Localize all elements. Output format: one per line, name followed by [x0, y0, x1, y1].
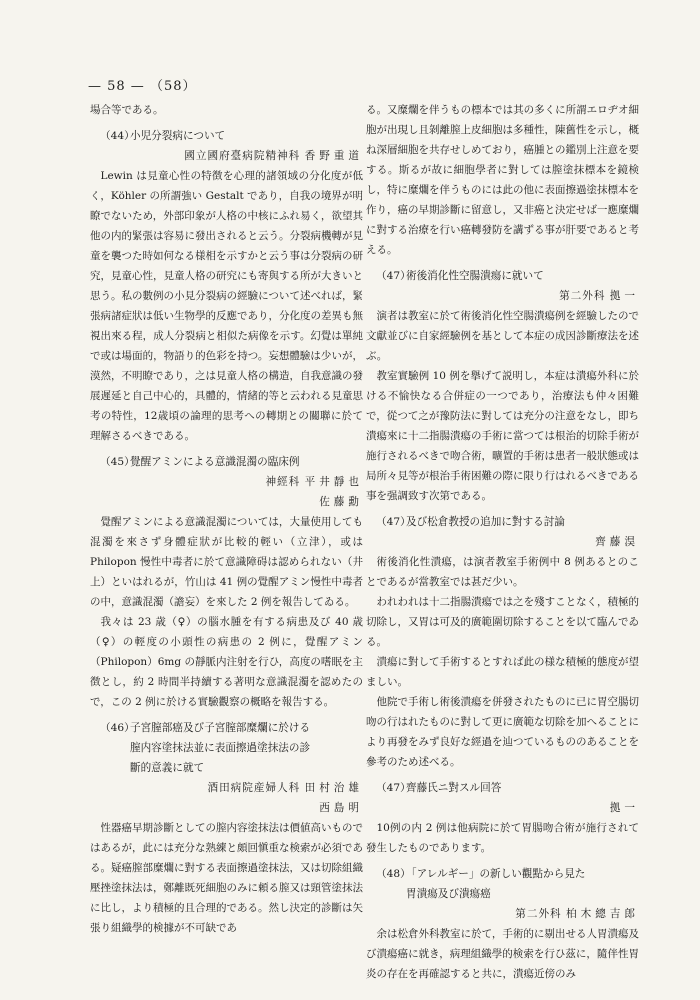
author-name-2: 西島明 [319, 802, 363, 814]
section-number: （47） [376, 270, 411, 282]
section-title-45 [90, 452, 363, 472]
author-line [90, 778, 363, 798]
author-line [366, 904, 639, 924]
author-line [90, 472, 363, 492]
abstract-body: 覺醒アミンによる意識混濁については，大量使用しても混濁を來さず身體症狀が比較的輕い（立津），或はPhilopon 慢性中毒者に於て意識障碍は認められない（井上）といはれるが，竹山は 41 例の覺醒アミン慢性中毒者の中，意識混濁（譫妄）を來した 2 例を報告してゐる。 [90, 516, 363, 608]
abstract-body: 10例の内 2 例は他病院に於て胃腸吻合術が施行されて發生したものであります。 [366, 822, 639, 854]
right-column [366, 100, 639, 984]
section-title-47-reply [366, 778, 639, 798]
section-number: （45） [100, 456, 135, 468]
affiliation: 酒田病院産婦人科 [207, 782, 301, 794]
author-name: 齊藤淏 [595, 536, 639, 548]
abstract-body: 性器癌早期診斷としての膣内容塗抹法は價値高いものではあるが，此には充分な熟練と頗回愼重な検索が必須である。疑癌膣部糜爛に對する表面擦過塗抹法，又は切除組織壓挫塗抹法は，鄭離既死細胞のみに頼る膣又は頸管塗抹法に比し，より積極的且合理的である。然し決定的診斷は矢張り組織學的検據が不可缺であ [90, 822, 363, 934]
author-line [366, 286, 639, 306]
abstract-body: 教室實驗例 10 例を擧げて説明し，本症は潰瘍外科に於ける不愉快なる合併症の一つであり，治療法も仲々困難で，從つて之が豫防法に對しては充分の注意をなし，即ち潰瘍來に十二指腸潰瘍の手術に當つては根治的切除手術が施行されるべきで吻合術，曠置的手術は患者一般狀態或は局所々見等が根治手術困難の際に限り行はれるべきである事を强調致す次第である。 [366, 370, 639, 502]
section-title-text: 齊藤氏ニ對スル回答 [406, 782, 502, 794]
affiliation: 神經科 [265, 476, 301, 488]
section-number: （47） [376, 782, 411, 794]
author-name: 平井靜也 [304, 476, 363, 488]
section-title-text: 術後消化性空腸潰瘍に就いて [406, 270, 544, 282]
abstract-body: 余は松倉外科教室に於て，手術的に剔出せる人胃潰瘍及び潰瘍癌に就き，病理組織學的検索を行ひ茲に，隨伴性胃炎の存在を再確認すると共に，潰瘍近傍のみ [366, 928, 639, 980]
section-title-text: 胃潰瘍及び潰瘍癌 [406, 888, 491, 900]
section-number: （44） [100, 130, 135, 142]
abstract-body: Lewin は見童心性の特徴を心理的諸領域の分化度が低く，Köhler の所謂強い Gestalt であり，自我の境界が明瞭でないため，外部印象が人格の中核にふれ易く，欲望其他の内的緊張は容易に發出されると云う。分裂病機轉が見童を襲つた時如何なる様相を示すかと云う事は分裂病の研究，見童心性，見童人格の研究にも寄與する所が大きいと思う。私の數例の小見分裂病の經驗について述べれば，緊張病諸症狀は低い生物學的反應であり，分化度の差異も無視出來る程，成人分裂病と相似た病像を示す。幻覺は單純で或は場面的，物語り的色彩を持つ。妄想體驗は少いが，漠然，不明瞭であり，之は見童人格の構造，自我意識の發展遲延と自己中心的，具體的，情緒的等と云われる見童思考の特性，12歳頃の論理的思考への轉期との關聯に於て理解さるべきである。 [90, 170, 363, 442]
author-name: 拠一 [609, 802, 639, 814]
section-title-text: 小児分裂病について [130, 130, 226, 142]
section-title-text: 膣内容塗抹法並に表面擦過塗抹法の診 [130, 742, 311, 754]
affiliation: 國立國府臺病院精神科 [184, 150, 301, 162]
author-name-2: 佐藤勳 [319, 496, 363, 508]
abstract-body: 演者は教室に於て術後消化性空腸潰瘍例を經驗したので文獻並びに自家經驗例を基として本症の成因診斷療法を述ぶ。 [366, 310, 639, 362]
left-column [90, 100, 363, 938]
affiliation: 第二外科 [559, 290, 606, 302]
abstract-body: 潰瘍に對して手術するとすれば此の様な積極的態度が望ましい。 [366, 656, 639, 688]
section-title-48 [366, 864, 639, 904]
continued-text: 場合等である。 [90, 104, 164, 116]
abstract-body: われわれは十二指腸潰瘍では之を殘すことなく，積極的切除し，又胃は可及的廣範圍切除することを以て臨んでゐる。 [366, 596, 639, 648]
section-number: （48） [376, 868, 411, 880]
section-title-text: 覺醒アミンによる意識混濁の臨床例 [130, 456, 300, 468]
affiliation: 第二外科 [515, 908, 562, 920]
continued-text: る。又糜爛を伴うもの標本では其の多くに所謂エロヂオ細胞が出現し且剝離膣上皮細胞は多種性，陳舊性を示し，概ね深層細胞を共存せしめており，癌腫との鑑別上注意を要する。斯るが故に細胞學者に對しては膣塗抹標本を鏡検し，特に糜爛を伴うものには此の他に表面擦過塗抹標本を作り，癌の早期診斷に留意し，又非癌と決定せば一應糜爛に對する治療を行い癌轉發防を講ずる事が肝要であると考える。 [366, 104, 639, 256]
section-title-46 [90, 718, 363, 778]
section-title-47 [366, 266, 639, 286]
section-title-text: 子宮膣部癌及び子宮膣部糜爛に於ける [130, 722, 311, 734]
section-title-47-discussion [366, 512, 639, 532]
abstract-body: 術後消化性潰瘍，は演者教室手術例中 8 例あるとのことであるが當教室では甚だ少い。 [366, 556, 639, 588]
section-number: （47） [376, 516, 411, 528]
author-name: 田村治雄 [304, 782, 363, 794]
author-name: 香野重道 [304, 150, 363, 162]
section-title-text: 斷的意義に就て [130, 762, 205, 774]
author-line [90, 146, 363, 166]
section-title-text: 「アレルギー」の新しい觀點から見た [406, 868, 586, 880]
section-title-text: 及び松倉教授の追加に對する討論 [406, 516, 565, 528]
abstract-body: 我々は 23 歳（♀）の腦水腫を有する病患及び 40 歳（♀）の輕度の小頭性の病患の 2 例に，覺醒アミン（Philopon）6mg の靜脈内注射を行ひ，高度の嗜眠を主徴とし，約 2 時間半持續する著明な意識混濁を認めたので，この 2 例に於ける實驗觀察の概略を報告する。 [90, 616, 363, 708]
author-name: 柏木總吉郎 [566, 908, 639, 920]
abstract-body: 他院で手術し術後潰瘍を併發されたものに已に胃空腸切吻の行はれたものに對して更に廣範な切除を加へることにより再發をみず良好な經過を辿つているもののあることを參考のため述べる。 [366, 696, 639, 768]
section-number: （46） [100, 722, 135, 734]
author-name: 拠一 [609, 290, 639, 302]
section-title-44 [90, 126, 363, 146]
page-header: — 58 — （58） [88, 79, 197, 94]
